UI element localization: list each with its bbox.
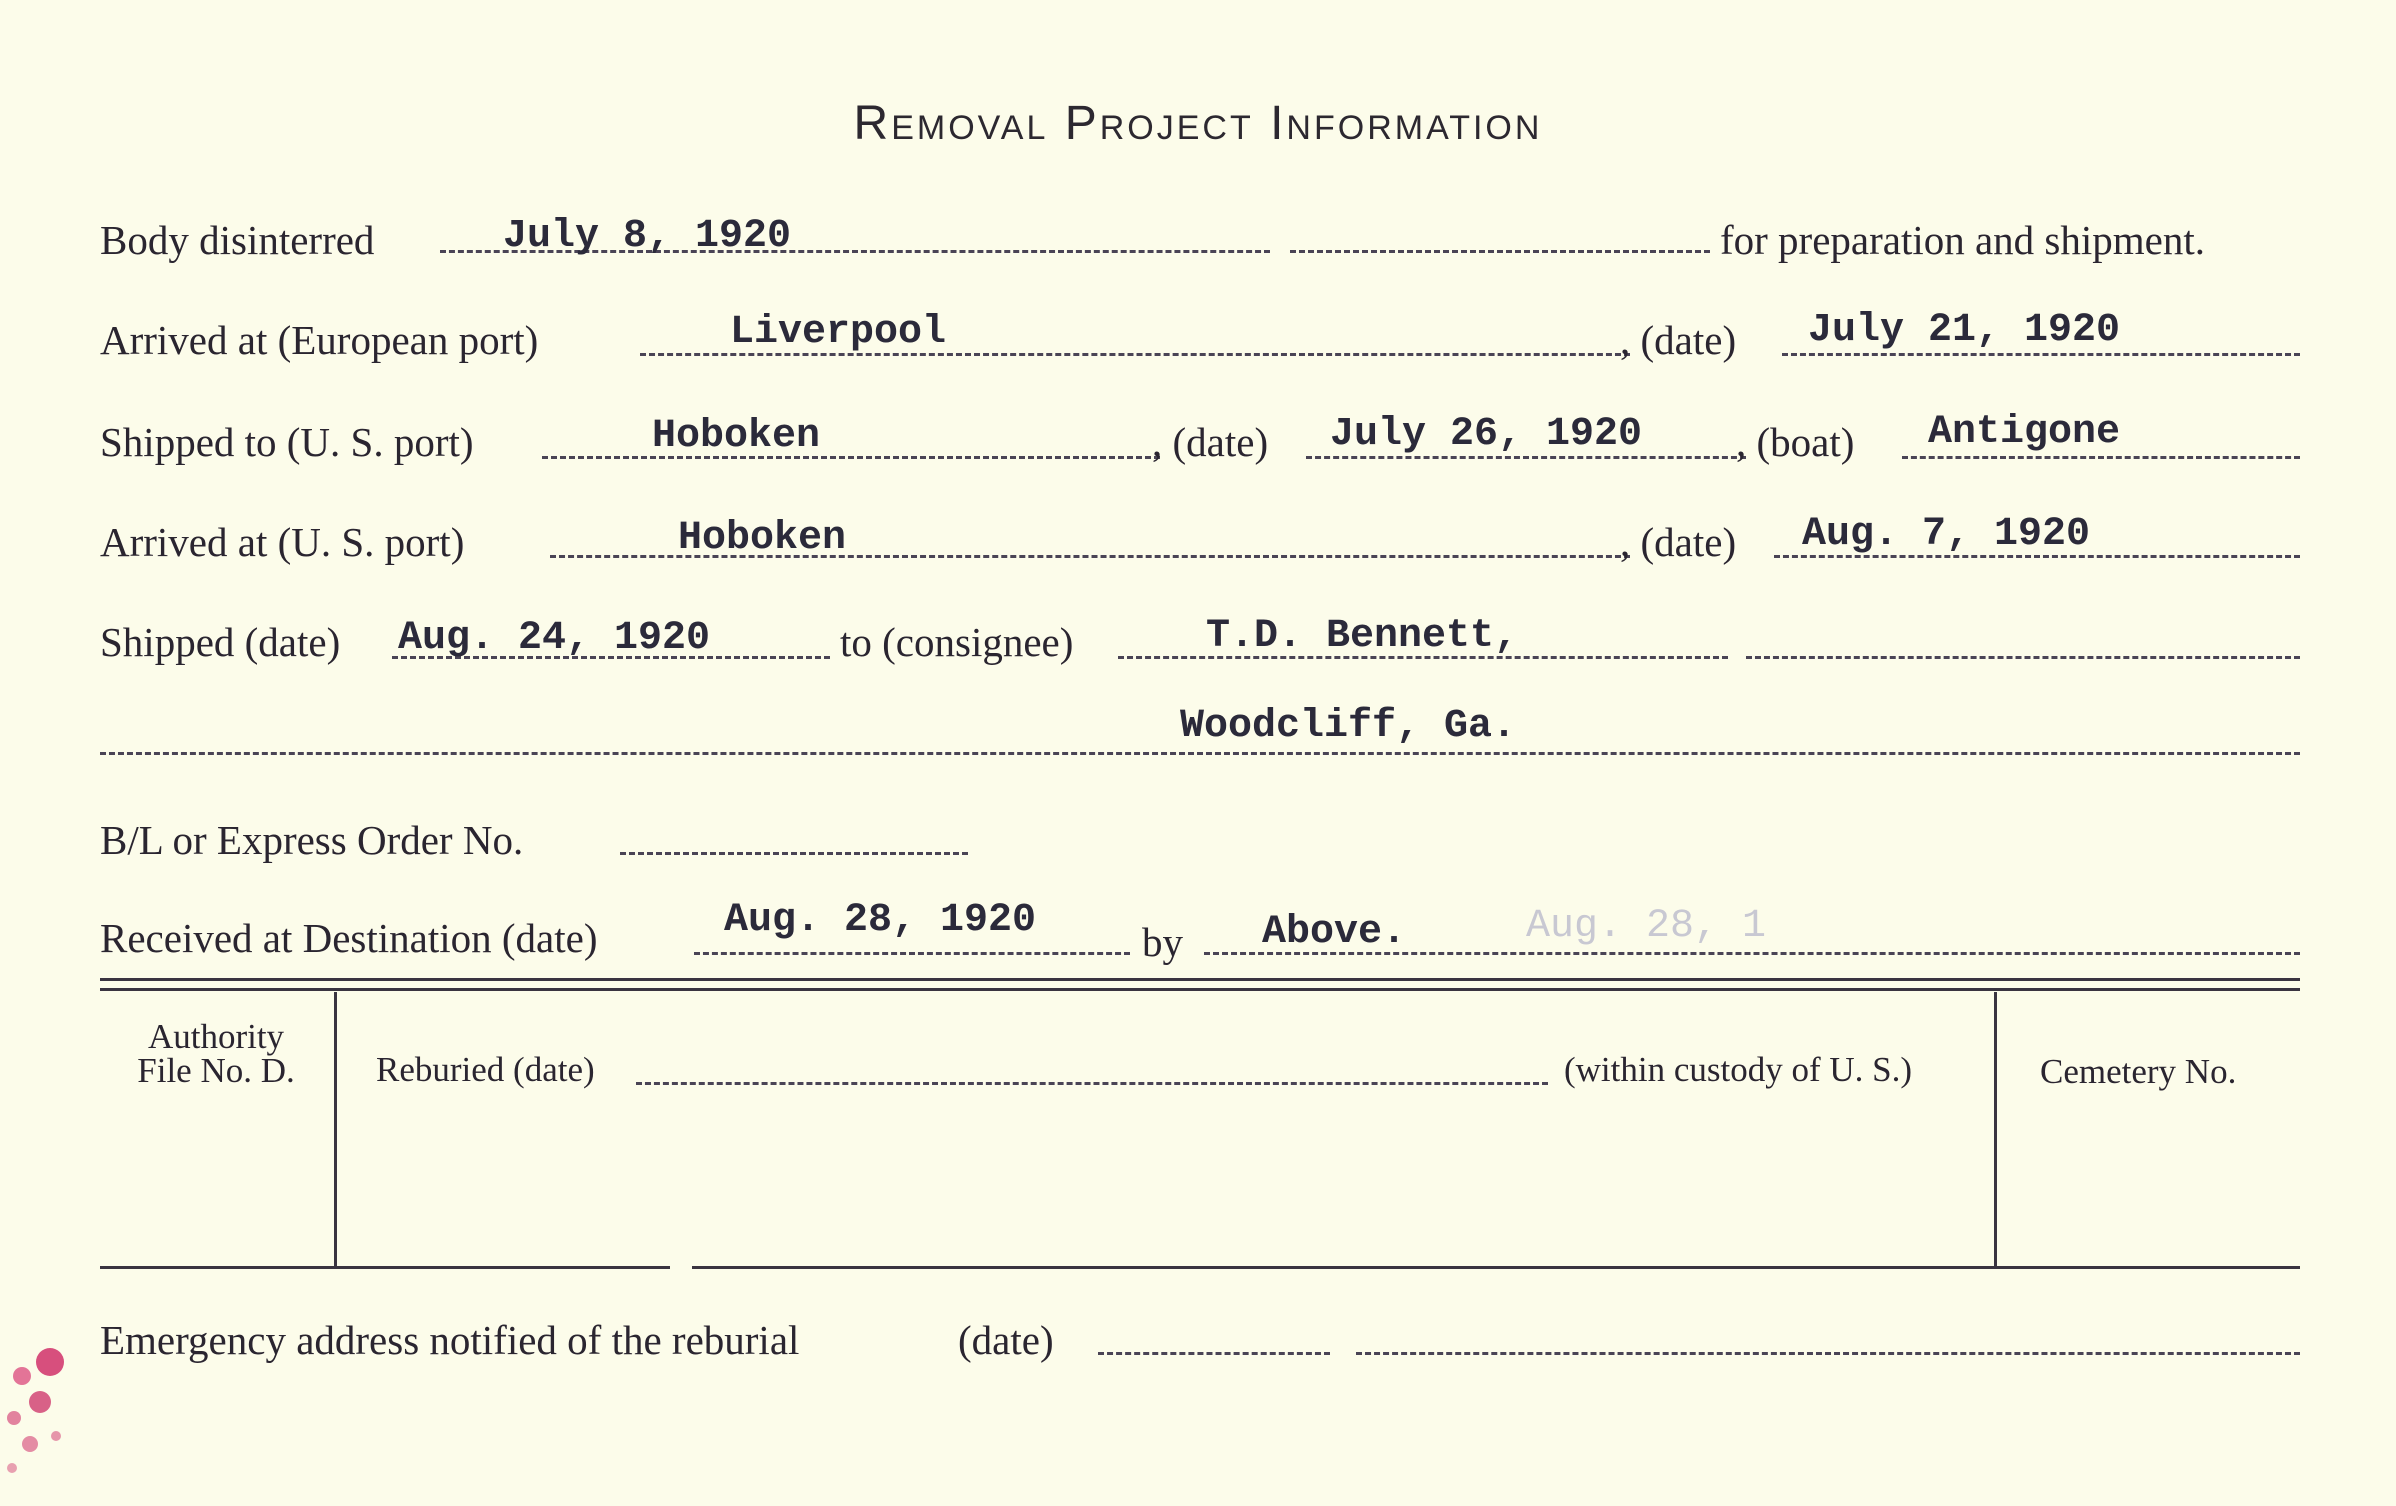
arrived-european-port-label: Arrived at (European port) bbox=[100, 317, 539, 363]
table-top-rule bbox=[100, 978, 2300, 981]
arrived-us-date-value: Aug. 7, 1920 bbox=[1802, 512, 2091, 557]
emergency-address-label: Emergency address notified of the reburial bbox=[100, 1317, 800, 1363]
custody-label: (within custody of U. S.) bbox=[1564, 1050, 1913, 1089]
table-top-rule-2 bbox=[100, 988, 2300, 991]
european-date-value: July 21, 1920 bbox=[1808, 308, 2121, 353]
received-destination-label: Received at Destination (date) bbox=[100, 915, 598, 961]
shipped-us-date-value: July 26, 1920 bbox=[1330, 412, 1643, 457]
cemetery-no-header: Cemetery No. bbox=[2040, 1052, 2237, 1091]
arrived-us-date-label: , (date) bbox=[1620, 519, 1737, 565]
boat-label: , (boat) bbox=[1736, 419, 1855, 465]
table-bottom-rule-right bbox=[692, 1266, 2300, 1269]
shipped-us-port-value: Hoboken bbox=[652, 414, 821, 459]
reburied-date-label: Reburied (date) bbox=[376, 1050, 595, 1089]
table-divider-2 bbox=[1994, 992, 1997, 1266]
shipped-date-label: Shipped (date) bbox=[100, 619, 341, 665]
bl-express-order-line bbox=[620, 852, 968, 855]
european-date-label: , (date) bbox=[1620, 317, 1737, 363]
boat-line bbox=[1902, 456, 2300, 459]
consignee-address-line bbox=[100, 752, 2300, 755]
authority-file-header bbox=[110, 1017, 322, 1090]
consignee-label: to (consignee) bbox=[840, 619, 1074, 665]
arrived-us-port-label: Arrived at (U. S. port) bbox=[100, 519, 465, 565]
emergency-date-label: (date) bbox=[958, 1317, 1054, 1363]
bl-express-order-label: B/L or Express Order No. bbox=[100, 817, 524, 863]
arrived-us-port-value: Hoboken bbox=[678, 516, 847, 561]
red-ink-stain bbox=[0, 1340, 90, 1490]
reburied-date-line bbox=[636, 1082, 1548, 1085]
consignee-value: T.D. Bennett, bbox=[1206, 614, 1519, 659]
emergency-date-line-2 bbox=[1356, 1352, 2300, 1355]
received-faint-stamp: Aug. 28, 1 bbox=[1526, 904, 1767, 949]
received-by-label: by bbox=[1142, 919, 1183, 965]
european-port-value: Liverpool bbox=[730, 310, 947, 355]
table-divider-1 bbox=[334, 992, 337, 1266]
shipped-us-date-label: , (date) bbox=[1152, 419, 1269, 465]
table-bottom-rule-left bbox=[100, 1266, 670, 1269]
body-disinterred-label: Body disinterred bbox=[100, 217, 375, 263]
boat-value: Antigone bbox=[1928, 410, 2121, 455]
consignee-line-2 bbox=[1746, 656, 2300, 659]
authority-header-line-2: File No. D. bbox=[137, 1051, 295, 1090]
card-title: Removal Project Information bbox=[853, 97, 1543, 150]
authority-header-line-1: Authority bbox=[147, 1017, 285, 1056]
european-date-line bbox=[1782, 353, 2300, 356]
received-date-value: Aug. 28, 1920 bbox=[724, 898, 1037, 943]
shipped-us-port-line bbox=[542, 456, 1160, 459]
body-disinterred-value: July 8, 1920 bbox=[503, 214, 792, 259]
consignee-address-value: Woodcliff, Ga. bbox=[1180, 704, 1517, 749]
emergency-date-line bbox=[1098, 1352, 1330, 1355]
shipped-date-value: Aug. 24, 1920 bbox=[398, 616, 711, 661]
received-by-value: Above. bbox=[1262, 910, 1407, 955]
shipped-us-port-label: Shipped to (U. S. port) bbox=[100, 419, 474, 465]
body-disinterred-line-2 bbox=[1290, 250, 1710, 253]
received-date-line bbox=[694, 952, 1130, 955]
preparation-shipment-text: for preparation and shipment. bbox=[1720, 217, 2206, 263]
